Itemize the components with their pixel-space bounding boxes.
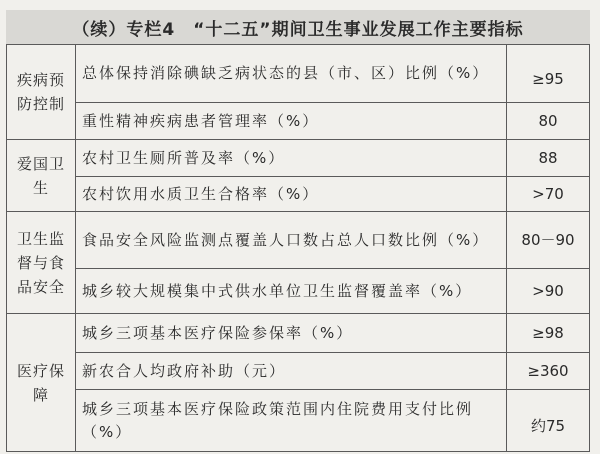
table-row [7, 103, 590, 140]
target-cell: >70 [507, 177, 590, 212]
indicator-cell: 新农合人均政府补助（元） [76, 353, 507, 390]
target-cell: ≥360 [507, 353, 590, 390]
indicator-table [6, 44, 590, 452]
table-row [7, 212, 590, 269]
indicator-cell: 城乡三项基本医疗保险参保率（%） [76, 314, 507, 353]
target-cell: ≥98 [507, 314, 590, 353]
target-cell: 约75 [507, 390, 590, 452]
indicator-cell: 食品安全风险监测点覆盖人口数占总人口数比例（%） [76, 212, 507, 269]
target-cell: 80－90 [507, 212, 590, 269]
indicator-cell: 总体保持消除碘缺乏病状态的县（市、区）比例（%） [76, 45, 507, 103]
category-cell: 爱国卫生 [7, 140, 76, 212]
table-title: （续）专栏4 “十二五”期间卫生事业发展工作主要指标 [6, 10, 590, 44]
table-row [7, 140, 590, 177]
category-cell: 疾病预防控制 [7, 45, 76, 140]
table-row [7, 353, 590, 390]
target-cell: 80 [507, 103, 590, 140]
indicator-cell: 农村饮用水质卫生合格率（%） [76, 177, 507, 212]
category-cell: 医疗保障 [7, 314, 76, 452]
table-row [7, 390, 590, 452]
indicator-cell: 重性精神疾病患者管理率（%） [76, 103, 507, 140]
indicator-cell: 农村卫生厕所普及率（%） [76, 140, 507, 177]
indicator-cell: 城乡三项基本医疗保险政策范围内住院费用支付比例（%） [76, 390, 507, 452]
category-cell: 卫生监督与食品安全 [7, 212, 76, 314]
table-row [7, 45, 590, 103]
target-cell: ≥95 [507, 45, 590, 103]
indicator-cell: 城乡较大规模集中式供水单位卫生监督覆盖率（%） [76, 269, 507, 314]
table-row [7, 269, 590, 314]
target-cell: 88 [507, 140, 590, 177]
table-row [7, 314, 590, 353]
target-cell: >90 [507, 269, 590, 314]
table-row [7, 177, 590, 212]
